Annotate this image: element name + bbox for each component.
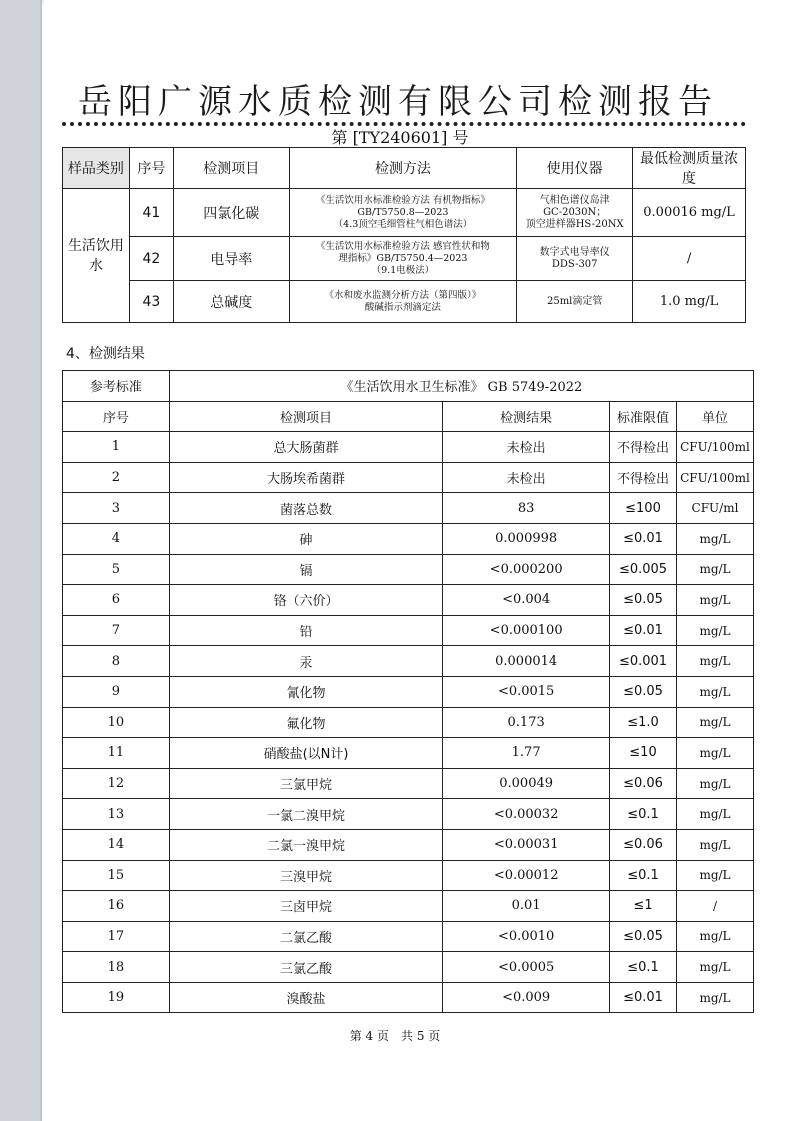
header-instrument: 使用仪器 [517, 148, 633, 189]
result-limit: 不得检出 [610, 432, 677, 463]
result-value: <0.00031 [443, 829, 610, 860]
header-unit: 单位 [676, 401, 753, 432]
page-footer: 第 4 页 共 5 页 [349, 1029, 441, 1043]
result-item: 硝酸盐(以N计) [169, 738, 442, 769]
result-value: 83 [443, 493, 610, 524]
instrument-line: 25ml滴定管 [546, 295, 603, 307]
result-serial: 16 [63, 891, 170, 922]
result-item: 总大肠菌群 [169, 432, 442, 463]
result-value: 1.77 [443, 738, 610, 769]
header-item: 检测项目 [173, 148, 289, 189]
result-limit: ≤0.05 [610, 921, 677, 952]
result-serial: 4 [63, 523, 170, 554]
result-item: 氟化物 [169, 707, 442, 738]
result-serial: 7 [63, 615, 170, 646]
result-item: 大肠埃希菌群 [169, 462, 442, 493]
method-instrument [517, 237, 633, 281]
result-value: 0.000998 [443, 523, 610, 554]
method-line: 酸碱指示剂滴定法 [364, 301, 441, 313]
result-unit: mg/L [676, 921, 753, 952]
table-row [63, 982, 754, 1013]
method-table-header [63, 148, 746, 189]
table-row [63, 523, 754, 554]
table-row [63, 646, 754, 677]
result-serial: 19 [63, 982, 170, 1013]
header-limit: 标准限值 [610, 401, 677, 432]
method-line: （4.3顶空毛细管柱气相色谱法） [333, 218, 473, 230]
result-item: 汞 [169, 646, 442, 677]
method-instrument [517, 189, 633, 237]
result-serial: 5 [63, 554, 170, 585]
result-limit: ≤0.01 [610, 523, 677, 554]
header-sample-category: 样品类别 [63, 148, 130, 189]
result-serial: 6 [63, 585, 170, 616]
result-value: <0.0010 [443, 921, 610, 952]
result-serial: 10 [63, 707, 170, 738]
header-method: 检测方法 [289, 148, 517, 189]
result-serial: 13 [63, 799, 170, 830]
instrument-line: DDS-307 [551, 258, 598, 270]
table-row [63, 585, 754, 616]
result-unit: mg/L [676, 585, 753, 616]
result-value: <0.009 [443, 982, 610, 1013]
result-value: <0.004 [443, 585, 610, 616]
result-item: 二氯乙酸 [169, 921, 442, 952]
result-limit: ≤0.06 [610, 768, 677, 799]
result-serial: 12 [63, 768, 170, 799]
result-item: 三溴甲烷 [169, 860, 442, 891]
result-item: 镉 [169, 554, 442, 585]
result-limit: ≤0.05 [610, 676, 677, 707]
result-serial: 2 [63, 462, 170, 493]
result-item: 铅 [169, 615, 442, 646]
result-unit: mg/L [676, 523, 753, 554]
method-line: 《生活饮用水标准检验方法 有机物指标》 [315, 194, 490, 206]
result-unit: mg/L [676, 707, 753, 738]
table-row [63, 676, 754, 707]
scan-left-edge [0, 0, 42, 1121]
result-item: 铬（六价） [169, 585, 442, 616]
table-row [63, 493, 754, 524]
header-serial: 序号 [63, 401, 170, 432]
table-row [63, 738, 754, 769]
result-serial: 11 [63, 738, 170, 769]
header-item: 检测项目 [169, 401, 442, 432]
result-item: 氰化物 [169, 676, 442, 707]
result-limit: ≤0.01 [610, 615, 677, 646]
result-unit: CFU/100ml [676, 462, 753, 493]
result-unit: mg/L [676, 676, 753, 707]
result-value: <0.0005 [443, 952, 610, 983]
table-row [63, 860, 754, 891]
result-limit: ≤0.001 [610, 646, 677, 677]
standard-row [63, 371, 754, 402]
report-title: 岳阳广源水质检测有限公司检测报告 [78, 82, 718, 122]
method-serial: 41 [129, 189, 173, 237]
method-min-concentration: / [633, 237, 746, 281]
instrument-line: 数字式电导率仪 [539, 246, 610, 258]
table-row [63, 799, 754, 830]
result-value: <0.00032 [443, 799, 610, 830]
method-line: GB/T5750.8—2023 [357, 206, 449, 218]
result-limit: ≤0.01 [610, 982, 677, 1013]
result-unit: / [676, 891, 753, 922]
method-serial: 43 [129, 281, 173, 323]
result-unit: CFU/100ml [676, 432, 753, 463]
result-serial: 8 [63, 646, 170, 677]
result-unit: mg/L [676, 615, 753, 646]
method-instrument [517, 281, 633, 323]
result-serial: 14 [63, 829, 170, 860]
results-section-title: 4、检测结果 [66, 346, 145, 362]
result-limit: ≤0.06 [610, 829, 677, 860]
method-item: 四氯化碳 [173, 189, 289, 237]
table-row [63, 921, 754, 952]
result-limit: ≤1 [610, 891, 677, 922]
result-limit: ≤100 [610, 493, 677, 524]
result-limit: ≤0.1 [610, 952, 677, 983]
method-line: 理指标》GB/T5750.4—2023 [338, 252, 468, 264]
instrument-line: GC-2030N； [543, 206, 607, 218]
method-row [63, 189, 746, 237]
result-unit: mg/L [676, 738, 753, 769]
method-line: 《水和废水监测分析方法（第四版）》 [324, 289, 482, 301]
result-item: 三氯乙酸 [169, 952, 442, 983]
table-row [63, 952, 754, 983]
result-value: 0.000014 [443, 646, 610, 677]
result-value: 0.173 [443, 707, 610, 738]
results-table [62, 370, 754, 1013]
table-row [63, 615, 754, 646]
method-row [63, 237, 746, 281]
result-limit: ≤1.0 [610, 707, 677, 738]
result-unit: mg/L [676, 799, 753, 830]
standard-label: 参考标准 [63, 371, 170, 402]
method-line: （9.1电极法） [371, 264, 435, 276]
method-min-concentration: 0.00016 mg/L [633, 189, 746, 237]
table-row [63, 462, 754, 493]
result-item: 三卤甲烷 [169, 891, 442, 922]
result-limit: ≤0.005 [610, 554, 677, 585]
method-table [62, 147, 746, 323]
method-row [63, 281, 746, 323]
method-serial: 42 [129, 237, 173, 281]
method-line: 《生活饮用水标准检验方法 感官性状和物 [315, 240, 490, 252]
result-value: <0.000100 [443, 615, 610, 646]
result-serial: 18 [63, 952, 170, 983]
result-unit: mg/L [676, 829, 753, 860]
report-number: 第 [TY240601] 号 [331, 128, 469, 147]
header-min-concentration: 最低检测质量浓度 [633, 148, 746, 189]
table-row [63, 829, 754, 860]
result-unit: mg/L [676, 952, 753, 983]
results-header-row [63, 401, 754, 432]
result-serial: 3 [63, 493, 170, 524]
result-unit: mg/L [676, 860, 753, 891]
table-row [63, 891, 754, 922]
result-unit: CFU/ml [676, 493, 753, 524]
result-value: 0.00049 [443, 768, 610, 799]
result-serial: 1 [63, 432, 170, 463]
method-item: 电导率 [173, 237, 289, 281]
instrument-line: 顶空进样器HS-20NX [525, 218, 624, 230]
result-limit: ≤0.05 [610, 585, 677, 616]
result-unit: mg/L [676, 982, 753, 1013]
result-item: 砷 [169, 523, 442, 554]
result-unit: mg/L [676, 768, 753, 799]
result-limit: ≤10 [610, 738, 677, 769]
standard-value: 《生活饮用水卫生标准》 GB 5749-2022 [169, 371, 753, 402]
table-row [63, 432, 754, 463]
result-value: <0.000200 [443, 554, 610, 585]
result-limit: ≤0.1 [610, 799, 677, 830]
result-item: 菌落总数 [169, 493, 442, 524]
result-limit: ≤0.1 [610, 860, 677, 891]
table-row [63, 768, 754, 799]
instrument-line: 气相色谱仪岛津 [539, 194, 610, 206]
sample-category: 生活饮用水 [63, 189, 130, 323]
method-item: 总碱度 [173, 281, 289, 323]
table-row [63, 554, 754, 585]
result-value: 未检出 [443, 432, 610, 463]
result-value: <0.0015 [443, 676, 610, 707]
result-value: 未检出 [443, 462, 610, 493]
result-item: 二氯一溴甲烷 [169, 829, 442, 860]
header-serial: 序号 [129, 148, 173, 189]
result-unit: mg/L [676, 646, 753, 677]
result-unit: mg/L [676, 554, 753, 585]
header-result: 检测结果 [443, 401, 610, 432]
table-row [63, 707, 754, 738]
result-serial: 9 [63, 676, 170, 707]
result-limit: 不得检出 [610, 462, 677, 493]
result-item: 溴酸盐 [169, 982, 442, 1013]
method-description [289, 237, 517, 281]
result-serial: 15 [63, 860, 170, 891]
result-value: 0.01 [443, 891, 610, 922]
method-min-concentration: 1.0 mg/L [633, 281, 746, 323]
result-item: 三氯甲烷 [169, 768, 442, 799]
method-description [289, 189, 517, 237]
method-description [289, 281, 517, 323]
result-value: <0.00012 [443, 860, 610, 891]
result-item: 一氯二溴甲烷 [169, 799, 442, 830]
result-serial: 17 [63, 921, 170, 952]
